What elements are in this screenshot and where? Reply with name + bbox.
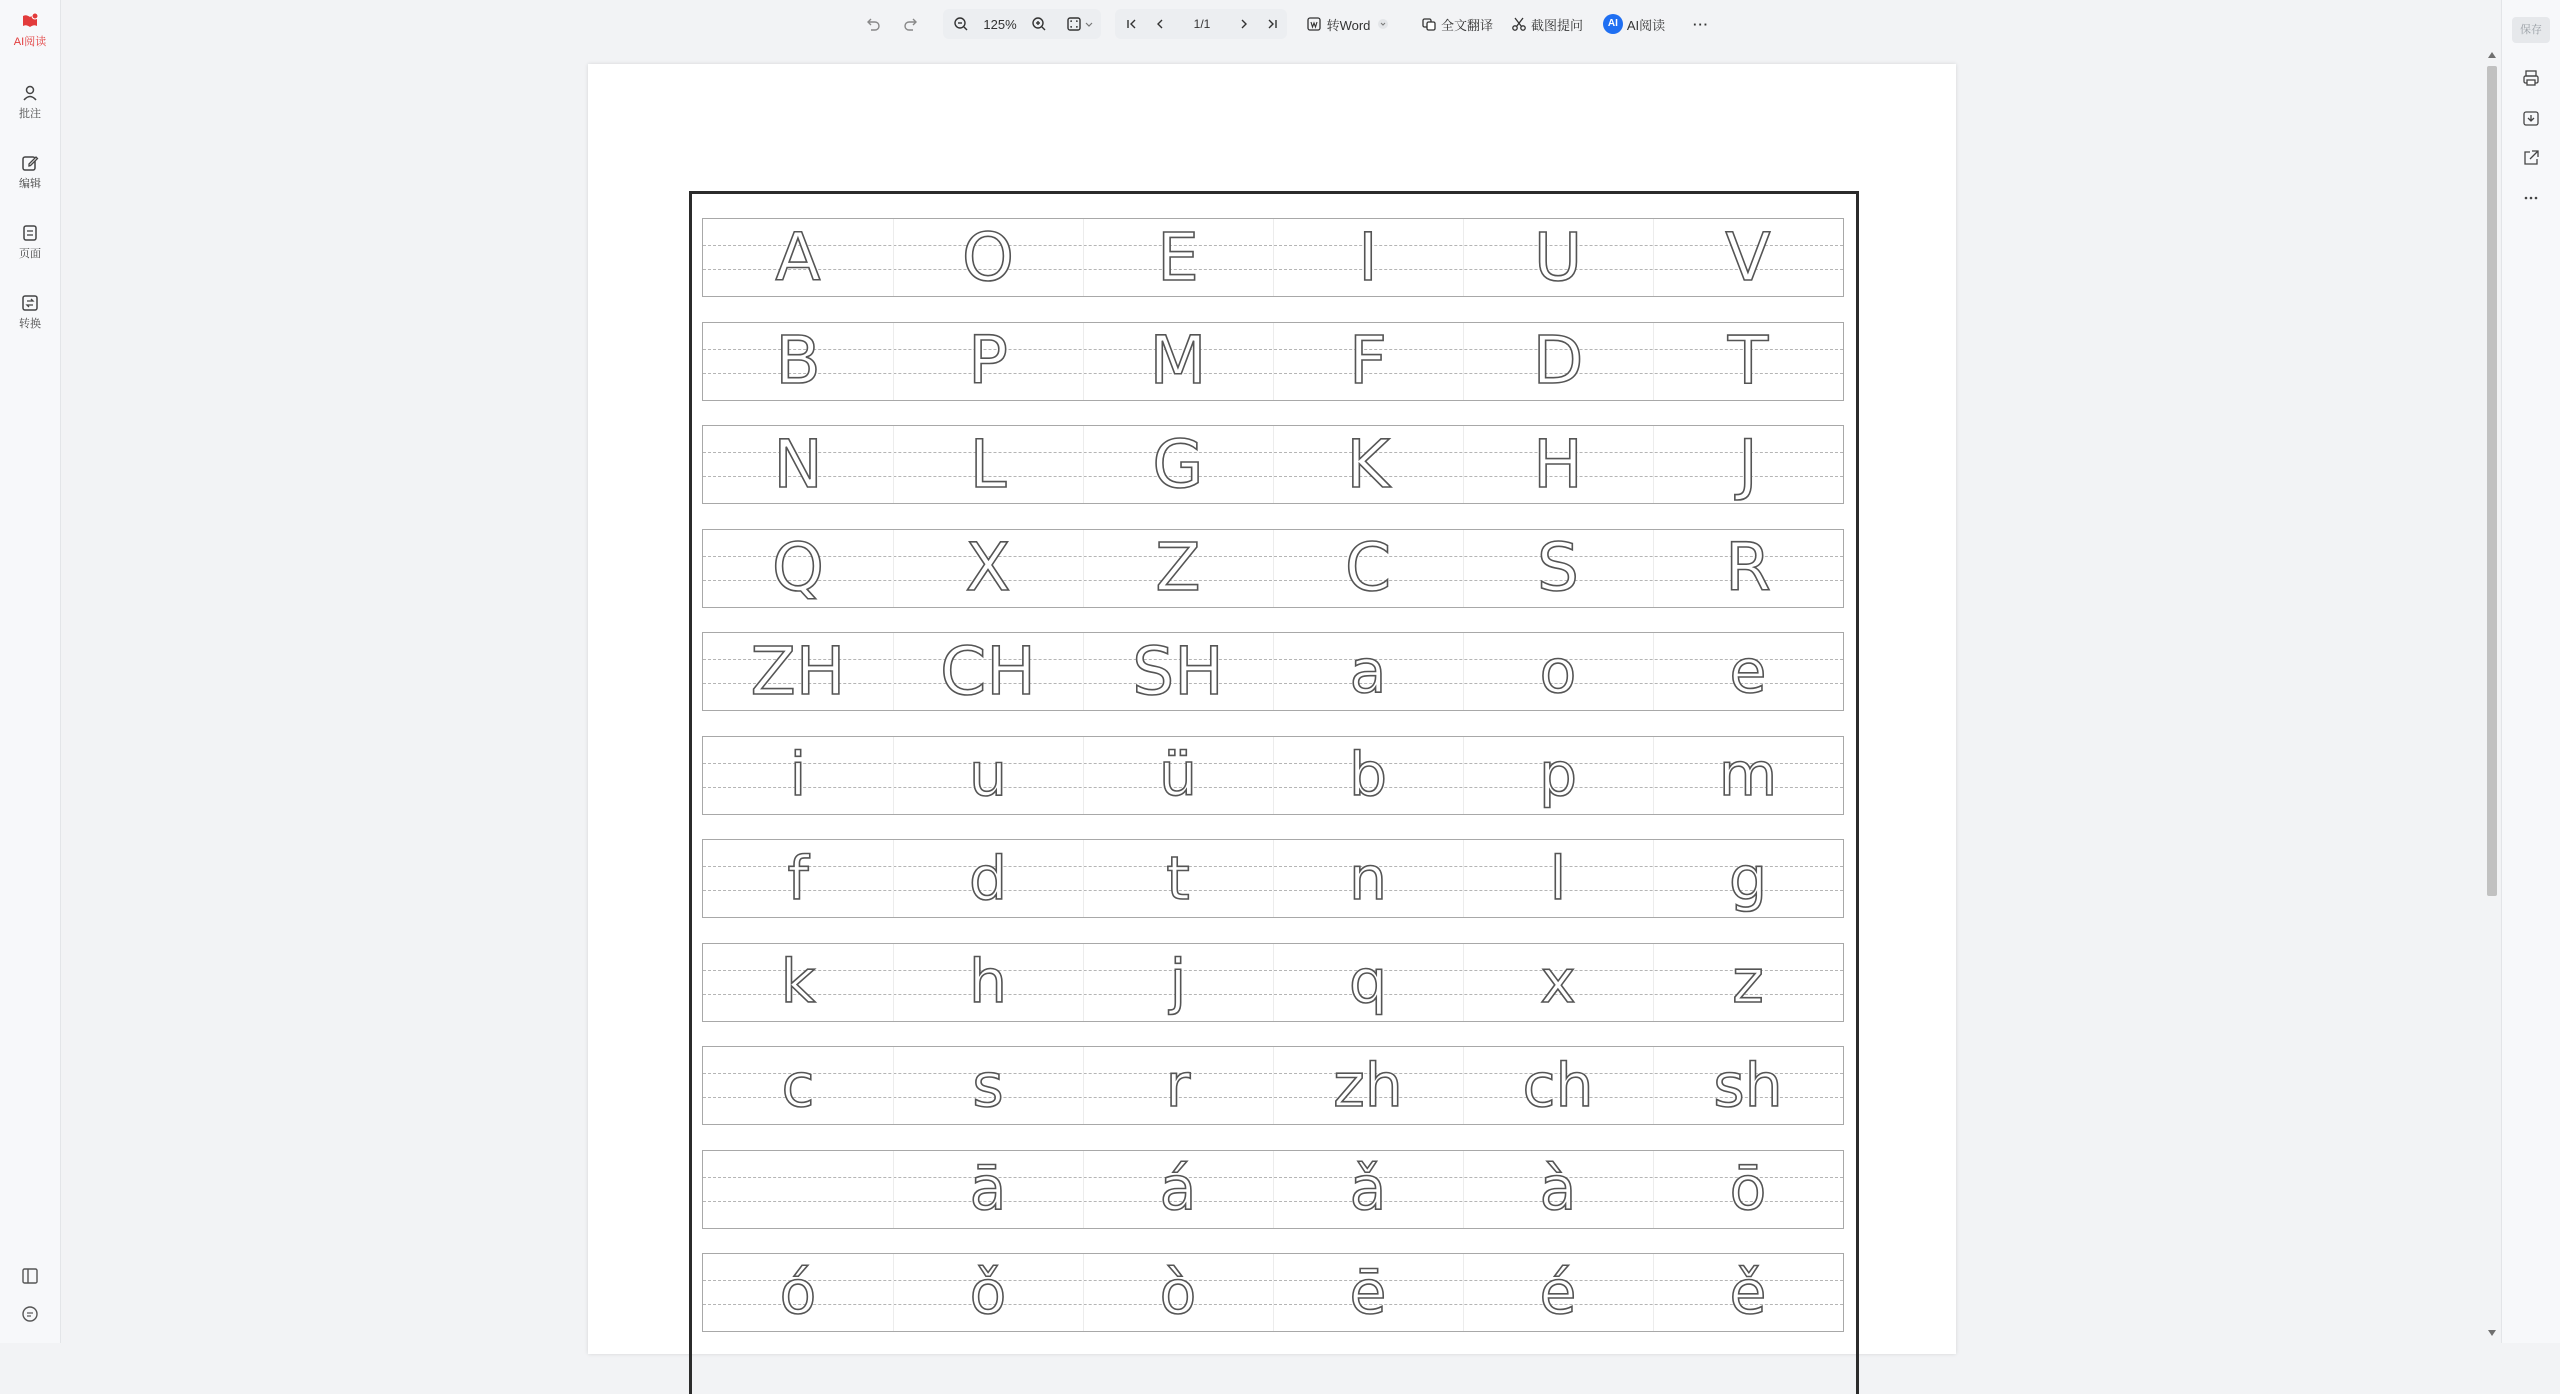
vertical-scrollbar[interactable] — [2483, 52, 2497, 1343]
worksheet-cell — [1653, 426, 1843, 503]
letter-glyph: V — [1725, 218, 1771, 296]
full-translate-button[interactable] — [1419, 9, 1495, 39]
worksheet-row — [702, 322, 1844, 401]
worksheet-cell — [1653, 840, 1843, 917]
right-toolbar — [2501, 0, 2560, 1343]
letter-glyph: K — [1346, 425, 1390, 503]
worksheet-cell — [703, 944, 893, 1021]
letter-glyph: H — [1533, 425, 1583, 503]
letter-glyph: G — [1152, 425, 1204, 503]
letter-glyph: q — [1348, 947, 1388, 1017]
letter-glyph: b — [1348, 740, 1388, 810]
chevron-down-icon — [1378, 19, 1388, 29]
letter-glyph: N — [773, 425, 823, 503]
letter-glyph: I — [1358, 218, 1378, 296]
zoom-out-icon — [953, 16, 969, 32]
letter-glyph: R — [1725, 529, 1771, 606]
worksheet-row — [702, 839, 1844, 918]
worksheet-cell — [1273, 1151, 1463, 1228]
worksheet-cell — [1653, 1254, 1843, 1331]
ai-read-label: AI阅读 — [1626, 17, 1666, 33]
letter-glyph: X — [965, 529, 1011, 606]
worksheet-cell — [703, 633, 893, 710]
worksheet-cell — [1463, 840, 1653, 917]
worksheet-cell — [1273, 737, 1463, 814]
worksheet-cell — [1463, 323, 1653, 400]
worksheet-row — [702, 425, 1844, 504]
sidebar-item-annotate[interactable] — [0, 84, 60, 121]
worksheet-cell — [893, 737, 1083, 814]
letter-glyph: r — [1165, 1050, 1191, 1121]
letter-glyph: x — [1540, 947, 1576, 1017]
zoom-in-icon — [1031, 16, 1047, 32]
worksheet-row — [702, 736, 1844, 815]
worksheet-cell — [1653, 633, 1843, 710]
letter-glyph: L — [969, 425, 1007, 503]
letter-glyph: sh — [1713, 1050, 1783, 1121]
chevron-right-icon — [1237, 17, 1251, 31]
document-page — [588, 64, 1956, 1354]
worksheet-cell — [1083, 323, 1273, 400]
letter-glyph: d — [968, 843, 1008, 914]
worksheet-cell — [1273, 219, 1463, 296]
worksheet-cell — [1653, 323, 1843, 400]
worksheet-cell — [1083, 1254, 1273, 1331]
worksheet-cell — [1083, 944, 1273, 1021]
worksheet-cell — [1463, 1047, 1653, 1124]
chevron-left-icon — [1153, 17, 1167, 31]
worksheet-cell — [893, 1151, 1083, 1228]
ai-read-icon — [21, 12, 39, 30]
letter-glyph: ǒ — [969, 1257, 1007, 1328]
letter-glyph: Z — [1155, 529, 1201, 606]
letter-glyph: i — [789, 740, 807, 810]
worksheet-cell — [893, 840, 1083, 917]
zoom-out-button[interactable] — [947, 9, 975, 39]
letter-glyph: SH — [1132, 632, 1224, 710]
letter-glyph: C — [1344, 529, 1392, 606]
letter-glyph: B — [775, 322, 821, 399]
worksheet-cell — [1653, 1047, 1843, 1124]
worksheet-cell — [1083, 1151, 1273, 1228]
worksheet-cell — [1273, 633, 1463, 710]
letter-glyph: c — [781, 1050, 815, 1121]
more-icon[interactable] — [2520, 187, 2542, 209]
letter-glyph: ü — [1158, 740, 1198, 810]
letter-glyph: P — [968, 322, 1008, 399]
worksheet-cell — [703, 737, 893, 814]
worksheet-cell — [1273, 944, 1463, 1021]
letter-glyph: F — [1349, 322, 1387, 399]
letter-glyph: T — [1727, 322, 1769, 399]
worksheet-cell — [893, 219, 1083, 296]
worksheet-cell — [1273, 323, 1463, 400]
letter-glyph: ā — [969, 1154, 1007, 1224]
zoom-level[interactable]: 125% — [983, 16, 1017, 32]
worksheet-cell — [703, 1254, 893, 1331]
letter-glyph: D — [1532, 322, 1584, 399]
letter-glyph: J — [1738, 425, 1758, 503]
letter-glyph: k — [780, 947, 816, 1017]
letter-glyph: a — [1349, 636, 1387, 707]
worksheet-cell — [1463, 944, 1653, 1021]
fit-page-dropdown[interactable] — [1061, 9, 1097, 39]
letter-glyph: CH — [940, 632, 1036, 710]
letter-glyph: l — [1549, 843, 1567, 914]
letter-glyph: ó — [779, 1257, 817, 1328]
worksheet-cell — [1463, 1151, 1653, 1228]
letter-glyph: à — [1539, 1154, 1577, 1224]
scissors-icon — [1511, 16, 1527, 32]
worksheet-cell — [1083, 633, 1273, 710]
prev-page-button[interactable] — [1147, 9, 1173, 39]
worksheet-row — [702, 1150, 1844, 1229]
worksheet-cell — [893, 944, 1083, 1021]
worksheet-row — [702, 1046, 1844, 1125]
sidebar-item-convert[interactable] — [0, 294, 60, 331]
chevron-down-icon — [1085, 20, 1093, 28]
worksheet-cell — [1463, 219, 1653, 296]
letter-glyph: zh — [1333, 1050, 1403, 1121]
download-icon[interactable] — [2520, 107, 2542, 129]
undo-button[interactable] — [859, 9, 887, 39]
letter-glyph: ch — [1522, 1050, 1594, 1121]
worksheet-cell — [1653, 530, 1843, 607]
worksheet-cell — [1273, 840, 1463, 917]
worksheet-cell — [1273, 530, 1463, 607]
letter-glyph: A — [775, 218, 821, 296]
translate-label: 全文翻译 — [1440, 17, 1493, 33]
to-word-label: 转Word — [1326, 17, 1371, 33]
sidebar-item-ai-read[interactable] — [0, 12, 60, 49]
letter-glyph: á — [1159, 1154, 1197, 1224]
worksheet-cell — [1463, 530, 1653, 607]
letter-glyph: f — [787, 843, 809, 914]
edit-icon — [21, 154, 39, 172]
letter-glyph: u — [968, 740, 1008, 810]
letter-glyph: M — [1149, 322, 1207, 399]
letter-glyph: U — [1533, 218, 1583, 296]
worksheet-cell — [1463, 1254, 1653, 1331]
worksheet-cell — [1653, 944, 1843, 1021]
letter-glyph: g — [1728, 843, 1768, 914]
letter-glyph: h — [968, 947, 1008, 1017]
scroll-down-icon[interactable] — [2488, 1330, 2496, 1336]
comment-icon[interactable] — [19, 1303, 41, 1325]
worksheet-cell — [703, 530, 893, 607]
scrollbar-thumb[interactable] — [2487, 66, 2497, 896]
worksheet-cell — [703, 1047, 893, 1124]
last-page-button[interactable] — [1259, 9, 1285, 39]
sidebar-item-edit[interactable] — [0, 154, 60, 191]
worksheet-cell — [1083, 426, 1273, 503]
worksheet-cell — [703, 1151, 893, 1228]
worksheet-cell — [1083, 530, 1273, 607]
worksheet-cell — [893, 1254, 1083, 1331]
letter-glyph: m — [1718, 740, 1778, 810]
worksheet-row — [702, 1253, 1844, 1332]
letter-glyph: S — [1537, 529, 1579, 606]
sidebar-item-label: 编辑 — [19, 178, 41, 190]
left-sidebar — [0, 0, 61, 1343]
worksheet-cell — [1463, 426, 1653, 503]
worksheet-cell — [1083, 737, 1273, 814]
worksheet-cell — [1463, 633, 1653, 710]
sidebar-panel-icon[interactable] — [19, 1265, 41, 1287]
worksheet-cell — [893, 633, 1083, 710]
worksheet-cell — [703, 840, 893, 917]
word-convert-icon — [1306, 16, 1322, 32]
screenshot-ask-button[interactable] — [1509, 9, 1585, 39]
next-page-button[interactable] — [1231, 9, 1257, 39]
to-word-button[interactable] — [1301, 9, 1393, 39]
more-button[interactable]: ··· — [1693, 16, 1709, 32]
worksheet-cell — [1083, 1047, 1273, 1124]
worksheet-cell — [1273, 1047, 1463, 1124]
letter-glyph: j — [1169, 947, 1187, 1017]
page-indicator[interactable]: 1/1 — [1193, 17, 1211, 31]
worksheet-cell — [1463, 737, 1653, 814]
save-button[interactable]: 保存 — [2512, 17, 2550, 43]
top-toolbar — [61, 0, 2501, 48]
annotate-icon — [21, 84, 39, 102]
worksheet-cell — [1083, 840, 1273, 917]
letter-glyph: ě — [1729, 1257, 1767, 1328]
worksheet-cell — [1273, 426, 1463, 503]
letter-glyph: s — [972, 1050, 1004, 1121]
worksheet-cell — [1653, 1151, 1843, 1228]
sidebar-item-pages[interactable] — [0, 224, 60, 261]
worksheet-cell — [893, 1047, 1083, 1124]
letter-glyph: Q — [772, 529, 824, 606]
worksheet-cell — [893, 426, 1083, 503]
worksheet-cell — [1653, 737, 1843, 814]
worksheet-cell — [1273, 1254, 1463, 1331]
zoom-in-button[interactable] — [1025, 9, 1053, 39]
worksheet-cell — [893, 530, 1083, 607]
scroll-up-icon[interactable] — [2488, 52, 2496, 58]
print-icon[interactable] — [2520, 67, 2542, 89]
worksheet-row — [702, 529, 1844, 608]
pages-icon — [21, 224, 39, 242]
worksheet-cell — [703, 323, 893, 400]
first-page-icon — [1125, 17, 1139, 31]
pinyin-worksheet — [689, 191, 1859, 1394]
sidebar-item-label: 转换 — [19, 318, 41, 330]
last-page-icon — [1265, 17, 1279, 31]
redo-button[interactable] — [897, 9, 925, 39]
sidebar-item-label: 批注 — [19, 108, 41, 120]
letter-glyph: n — [1348, 843, 1388, 914]
letter-glyph: ZH — [750, 632, 846, 710]
fit-page-icon — [1066, 16, 1082, 32]
share-icon[interactable] — [2520, 147, 2542, 169]
convert-icon — [21, 294, 39, 312]
worksheet-row — [702, 218, 1844, 297]
sidebar-item-label: AI阅读 — [13, 36, 47, 48]
ai-read-button[interactable] — [1597, 9, 1671, 39]
letter-glyph: t — [1166, 843, 1190, 914]
worksheet-row — [702, 632, 1844, 711]
ai-badge-icon: AI — [1603, 14, 1623, 34]
screenshot-ask-label: 截图提问 — [1530, 17, 1583, 33]
letter-glyph: p — [1538, 740, 1578, 810]
letter-glyph: O — [962, 218, 1014, 296]
worksheet-cell — [893, 323, 1083, 400]
letter-glyph: o — [1539, 636, 1577, 707]
letter-glyph: ǎ — [1349, 1154, 1387, 1224]
worksheet-cell — [1653, 219, 1843, 296]
letter-glyph: é — [1539, 1257, 1577, 1328]
worksheet-row — [702, 943, 1844, 1022]
first-page-button[interactable] — [1119, 9, 1145, 39]
letter-glyph: e — [1729, 636, 1767, 707]
undo-icon — [865, 16, 881, 32]
worksheet-cell — [703, 219, 893, 296]
letter-glyph: z — [1732, 947, 1764, 1017]
redo-icon — [903, 16, 919, 32]
worksheet-cell — [703, 426, 893, 503]
sidebar-item-label: 页面 — [19, 248, 41, 260]
worksheet-cell — [1083, 219, 1273, 296]
translate-icon — [1421, 16, 1437, 32]
letter-glyph: E — [1157, 218, 1199, 296]
letter-glyph: ō — [1729, 1154, 1767, 1224]
letter-glyph: ē — [1349, 1257, 1387, 1328]
letter-glyph: ò — [1159, 1257, 1197, 1328]
